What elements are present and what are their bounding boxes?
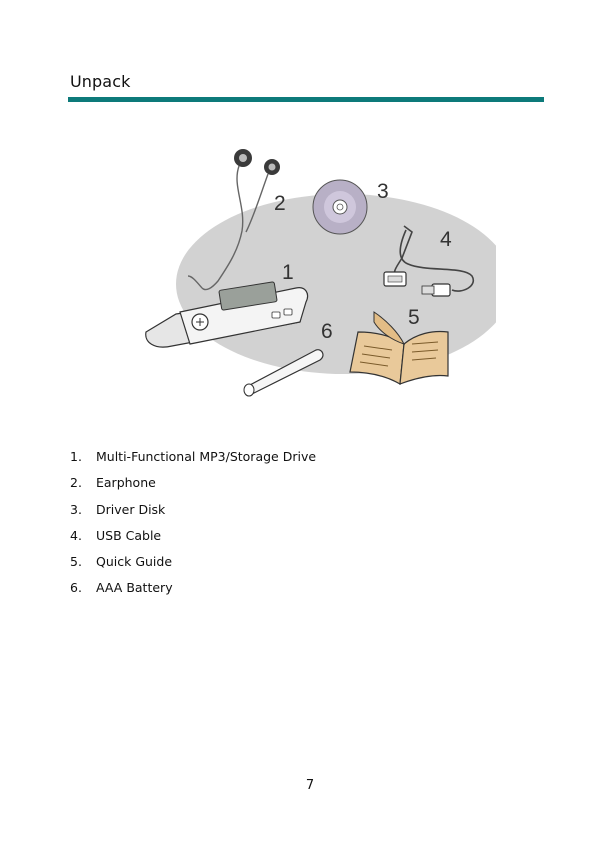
list-number: 4.: [70, 527, 82, 543]
list-number: 1.: [70, 449, 82, 464]
list-item: [70, 527, 316, 553]
callout-3: 3: [377, 180, 389, 203]
section-title: Unpack: [70, 72, 131, 91]
list-label: USB Cable: [96, 527, 162, 543]
list-item: [70, 501, 316, 527]
list-label: AAA Battery: [96, 580, 173, 596]
callout-4: 4: [440, 228, 452, 251]
list-item: [70, 448, 316, 474]
list-label: Driver Disk: [96, 501, 166, 517]
driver-disk-illustration: [313, 180, 367, 234]
list-item: [70, 474, 316, 500]
list-label: Multi-Functional MP3/Storage Drive: [96, 449, 317, 464]
callout-5: 5: [408, 306, 420, 329]
callout-1: 1: [282, 261, 294, 284]
list-label: Quick Guide: [96, 554, 173, 570]
contents-list: [70, 448, 316, 606]
list-number: 6.: [70, 580, 82, 596]
package-contents-illustration: [136, 136, 496, 408]
list-item: [70, 579, 316, 605]
list-label: Earphone: [96, 475, 156, 491]
list-number: 3.: [70, 501, 82, 517]
list-item: [70, 553, 316, 579]
list-number: 2.: [70, 475, 82, 491]
callout-2: 2: [274, 192, 286, 215]
page-number: 7: [305, 778, 315, 793]
heading-rule: [68, 97, 544, 102]
callout-6: 6: [321, 320, 333, 343]
list-number: 5.: [70, 554, 82, 570]
